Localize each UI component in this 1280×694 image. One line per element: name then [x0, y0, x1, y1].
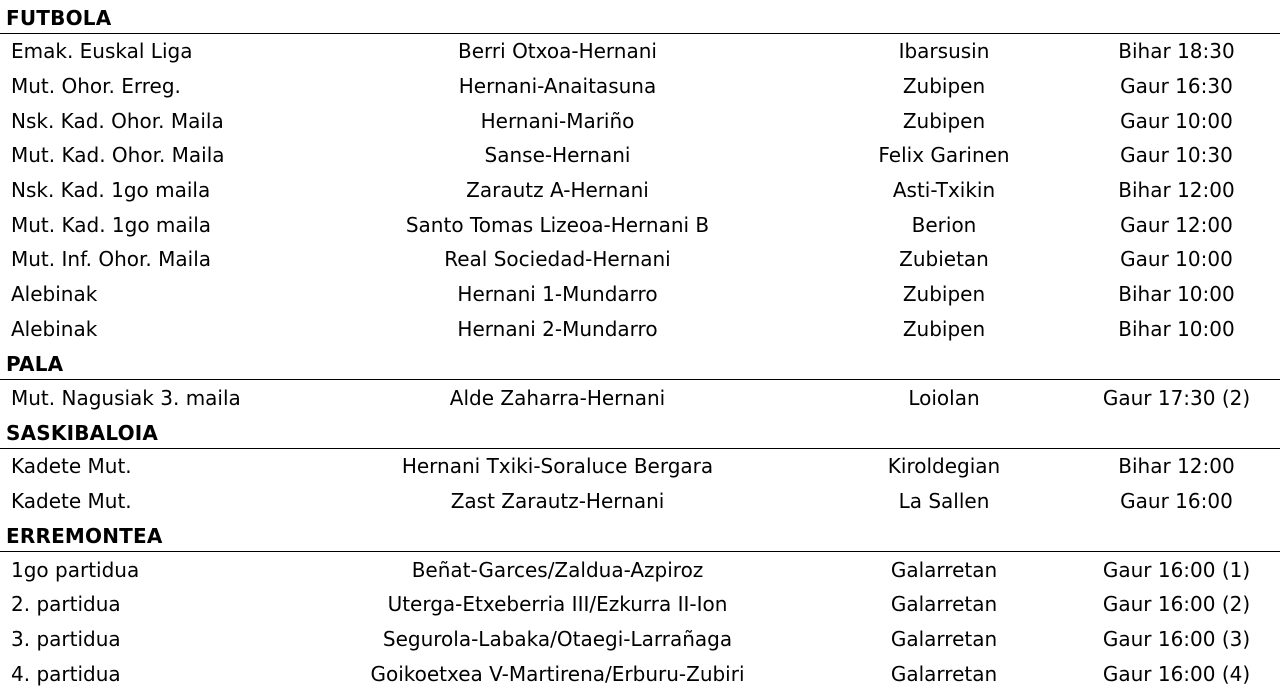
schedule-row: [0, 34, 1280, 69]
time-cell: Bihar 10:00: [1118, 316, 1235, 341]
schedule-row: [0, 552, 1280, 587]
venue-cell: La Sallen: [898, 488, 990, 513]
venue-cell: Zubipen: [902, 316, 986, 341]
category-cell: Nsk. Kad. 1go maila: [11, 178, 211, 203]
match-cell: Hernani-Anaitasuna: [458, 74, 657, 99]
category-cell: Nsk. Kad. Ohor. Maila: [11, 108, 224, 133]
category-cell: Mut. Kad. 1go maila: [11, 212, 212, 237]
category-cell: 4. partidua: [11, 661, 121, 686]
category-cell: Mut. Inf. Ohor. Maila: [11, 247, 211, 272]
venue-cell: Zubipen: [902, 108, 986, 133]
venue-cell: Asti-Txikin: [892, 178, 996, 203]
category-cell: Kadete Mut.: [11, 454, 132, 479]
time-cell: Gaur 16:30: [1120, 74, 1233, 99]
venue-cell: Ibarsusin: [898, 39, 990, 64]
schedule-row: [0, 380, 1280, 415]
time-cell: Gaur 16:00 (2): [1102, 592, 1251, 617]
venue-cell: Felix Garinen: [878, 143, 1010, 168]
match-cell: Beñat-Garces/Zaldua-Azpiroz: [411, 557, 704, 582]
time-cell: Gaur 17:30 (2): [1102, 385, 1251, 410]
venue-cell: Berion: [911, 212, 977, 237]
match-cell: Alde Zaharra-Hernani: [449, 385, 666, 410]
time-cell: Bihar 10:00: [1118, 282, 1235, 307]
section-header: SASKIBALOIA: [0, 415, 1280, 449]
schedule-row: [0, 622, 1280, 657]
match-cell: Real Sociedad-Hernani: [444, 247, 671, 272]
schedule-row: [0, 277, 1280, 312]
match-cell: Segurola-Labaka/Otaegi-Larrañaga: [382, 626, 733, 651]
category-cell: 1go partidua: [11, 557, 140, 582]
match-cell: Hernani 1-Mundarro: [457, 282, 658, 307]
venue-cell: Kiroldegian: [887, 454, 1001, 479]
section-header: ERREMONTEA: [0, 518, 1280, 552]
time-cell: Bihar 18:30: [1118, 39, 1235, 64]
schedule-row: [0, 656, 1280, 691]
schedule-row: [0, 242, 1280, 277]
category-cell: Emak. Euskal Liga: [11, 39, 193, 64]
schedule-row: [0, 449, 1280, 484]
venue-cell: Galarretan: [890, 557, 998, 582]
time-cell: Gaur 16:00 (4): [1102, 661, 1251, 686]
time-cell: Bihar 12:00: [1118, 178, 1235, 203]
category-cell: Mut. Nagusiak 3. maila: [11, 385, 241, 410]
category-cell: 2. partidua: [11, 592, 121, 617]
category-cell: 3. partidua: [11, 626, 121, 651]
schedule-row: [0, 207, 1280, 242]
schedule-row: [0, 587, 1280, 622]
schedule-row: [0, 103, 1280, 138]
match-cell: Hernani Txiki-Soraluce Bergara: [401, 454, 714, 479]
time-cell: Gaur 10:00: [1120, 247, 1233, 272]
match-cell: Hernani-Mariño: [480, 108, 635, 133]
category-cell: Mut. Kad. Ohor. Maila: [11, 143, 225, 168]
time-cell: Gaur 10:00: [1120, 108, 1233, 133]
venue-cell: Galarretan: [890, 661, 998, 686]
schedule-row: [0, 484, 1280, 519]
match-cell: Zast Zarautz-Hernani: [450, 488, 665, 513]
category-cell: Mut. Ohor. Erreg.: [11, 74, 181, 99]
venue-cell: Zubipen: [902, 74, 986, 99]
schedule-row: [0, 138, 1280, 173]
schedule-row: [0, 312, 1280, 347]
match-cell: Santo Tomas Lizeoa-Hernani B: [405, 212, 710, 237]
match-cell: Goikoetxea V-Martirena/Erburu-Zubiri: [370, 661, 745, 686]
category-cell: Alebinak: [11, 316, 98, 341]
venue-cell: Galarretan: [890, 626, 998, 651]
section-header: PALA: [0, 346, 1280, 380]
venue-cell: Galarretan: [890, 592, 998, 617]
match-cell: Hernani 2-Mundarro: [457, 316, 658, 341]
time-cell: Gaur 16:00 (1): [1102, 557, 1251, 582]
category-cell: Kadete Mut.: [11, 488, 132, 513]
match-cell: Sanse-Hernani: [484, 143, 631, 168]
time-cell: Bihar 12:00: [1118, 454, 1235, 479]
venue-cell: Loiolan: [908, 385, 980, 410]
section-header: FUTBOLA: [0, 0, 1280, 34]
match-cell: Berri Otxoa-Hernani: [458, 39, 657, 64]
time-cell: Gaur 12:00: [1120, 212, 1233, 237]
venue-cell: Zubietan: [899, 247, 989, 272]
match-cell: Zarautz A-Hernani: [466, 178, 649, 203]
schedule-row: [0, 69, 1280, 104]
venue-cell: Zubipen: [902, 282, 986, 307]
match-cell: Uterga-Etxeberria III/Ezkurra II-Ion: [387, 592, 728, 617]
time-cell: Gaur 16:00: [1120, 488, 1233, 513]
time-cell: Gaur 16:00 (3): [1102, 626, 1251, 651]
schedule-row: [0, 173, 1280, 208]
category-cell: Alebinak: [11, 282, 98, 307]
time-cell: Gaur 10:30: [1120, 143, 1233, 168]
